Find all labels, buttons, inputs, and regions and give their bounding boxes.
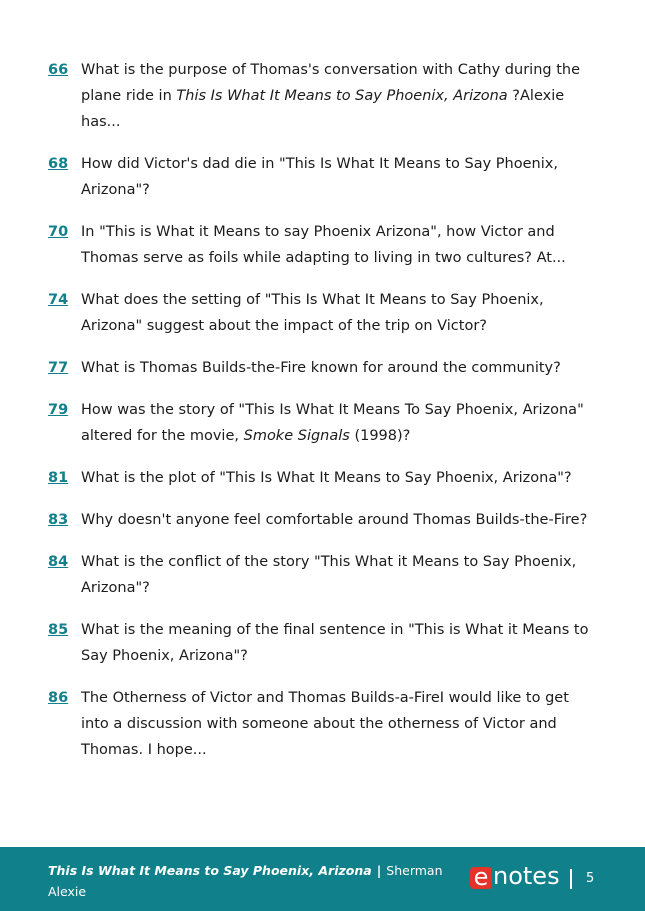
footer-author: Sherman Alexie (48, 863, 443, 899)
question-number-link[interactable]: 84 (48, 554, 69, 570)
footer-divider (570, 869, 572, 889)
question-text: What is the plot of "This Is What It Means to Say Phoenix, Arizona"? (81, 470, 572, 486)
question-text: What is the conflict of the story "This What it Means to Say Phoenix, Arizona"? (81, 554, 577, 596)
question-text: What is Thomas Builds-the-Fire known for around the community? (81, 360, 561, 376)
question-text: What does the setting of "This Is What It Means to Say Phoenix, Arizona" suggest about the impact of the trip on Victor? (81, 292, 544, 334)
question-number-link[interactable]: 77 (48, 360, 69, 376)
question-text: How did Victor's dad die in "This Is What It Means to Say Phoenix, Arizona"? (81, 156, 558, 198)
question-number-link[interactable]: 79 (48, 402, 69, 418)
work-title: Smoke Signals (243, 428, 350, 444)
question-text: The Otherness of Victor and Thomas Builds-a-FireI would like to get into a discussion with someone about the otherness of Victor and Thomas. I hope... (81, 690, 569, 758)
footer-book-title: This Is What It Means to Say Phoenix, Arizona (48, 863, 372, 878)
question-number-link[interactable]: 83 (48, 512, 69, 528)
question-number-link[interactable]: 86 (48, 690, 69, 706)
question-number-link[interactable]: 81 (48, 470, 69, 486)
question-number-link[interactable]: 74 (48, 292, 69, 308)
question-number-link[interactable]: 68 (48, 156, 69, 172)
question-number-link[interactable]: 66 (48, 62, 69, 78)
work-title: This Is What It Means to Say Phoenix, Arizona (176, 88, 508, 104)
question-text: What is the purpose of Thomas's conversation with Cathy during the plane ride in This Is What It Means to Say Phoenix, Arizona ?Alexie has... (81, 62, 580, 130)
page-footer (0, 847, 645, 911)
question-number-link[interactable]: 85 (48, 622, 69, 638)
enotes-wordmark: notes (493, 862, 560, 890)
question-text: Why doesn't anyone feel comfortable around Thomas Builds-the-Fire? (81, 512, 588, 528)
footer-separator: | (376, 863, 382, 878)
question-text: In "This is What it Means to say Phoenix Arizona", how Victor and Thomas serve as foils while adapting to living in two cultures? At... (81, 224, 566, 266)
question-number-link[interactable]: 70 (48, 224, 69, 240)
question-text: What is the meaning of the final sentence in "This is What it Means to Say Phoenix, Arizona"? (81, 622, 589, 664)
footer-title (48, 860, 448, 902)
enotes-e-icon: e (470, 867, 492, 889)
page-number: 5 (586, 871, 595, 886)
question-text: How was the story of "This Is What It Means To Say Phoenix, Arizona" altered for the movie, Smoke Signals (1998)? (81, 402, 584, 444)
